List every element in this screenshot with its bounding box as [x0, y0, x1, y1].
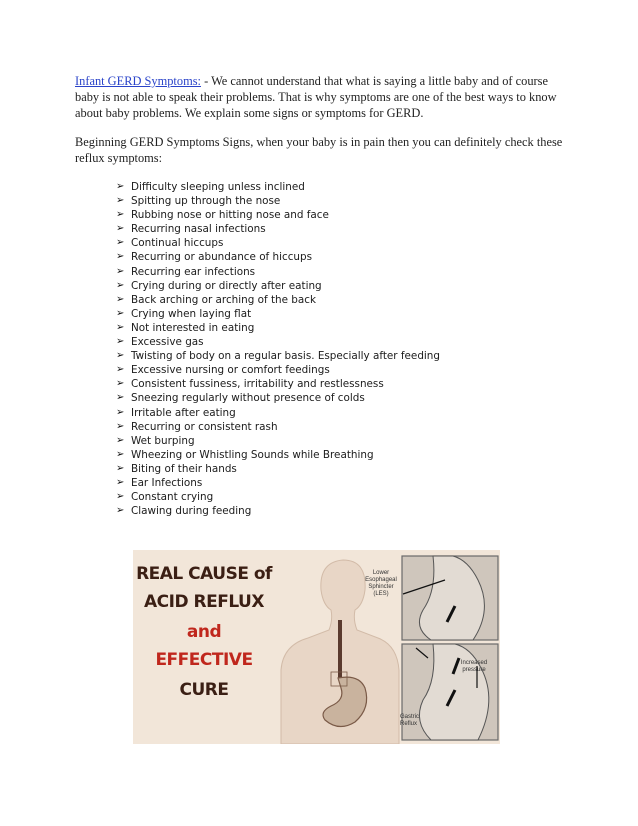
bullet-arrow-icon: ➢: [116, 364, 125, 376]
bullet-arrow-icon: ➢: [116, 251, 125, 263]
les-label-line: (LES): [373, 591, 389, 597]
bullet-arrow-icon: ➢: [116, 505, 125, 517]
bullet-arrow-icon: ➢: [116, 491, 125, 503]
symptom-item: [116, 504, 565, 518]
symptom-item: [116, 265, 565, 279]
symptom-list: [75, 180, 565, 518]
symptom-text: Rubbing nose or hitting nose and face: [131, 209, 329, 222]
bullet-arrow-icon: ➢: [116, 307, 125, 319]
symptom-text: Consistent fussiness, irritability and restlessness: [131, 378, 384, 391]
symptom-text: Not interested in eating: [131, 321, 255, 334]
symptom-text: Ear Infections: [131, 476, 203, 489]
bullet-arrow-icon: ➢: [116, 237, 125, 249]
bullet-arrow-icon: ➢: [116, 476, 125, 488]
les-label-line: Lower: [372, 570, 390, 576]
symptom-item: [116, 335, 565, 349]
symptom-text: Recurring nasal infections: [131, 223, 266, 236]
bullet-arrow-icon: ➢: [116, 321, 125, 333]
symptom-item: [116, 420, 565, 434]
bullet-arrow-icon: ➢: [116, 420, 125, 432]
symptom-text: Irritable after eating: [131, 406, 236, 419]
symptom-text: Recurring ear infections: [131, 265, 256, 278]
symptom-item: [116, 349, 565, 363]
figure-title-line-2: ACID REFLUX: [144, 592, 264, 612]
symptom-item: [116, 448, 565, 462]
bullet-arrow-icon: ➢: [116, 209, 125, 221]
symptom-text: Crying when laying flat: [131, 307, 252, 320]
les-label-line: Esophageal: [365, 577, 397, 583]
intro-paragraph: [75, 73, 565, 121]
symptom-text: Clawing during feeding: [131, 505, 252, 518]
bullet-arrow-icon: ➢: [116, 462, 125, 474]
gastric-reflux-label: [400, 714, 430, 728]
symptom-item: [116, 250, 565, 264]
bullet-arrow-icon: ➢: [116, 448, 125, 460]
symptom-item: [116, 279, 565, 293]
symptom-text: Difficulty sleeping unless inclined: [131, 181, 305, 193]
figure-title-line-3: and: [186, 622, 222, 642]
gastric-label-line: Gastric: [400, 714, 420, 720]
intro-text: - We cannot understand that what is saying a little baby and of course baby is not able to speak their problems. That is why symptoms are one of the best ways to know about baby problems. We explain some signs or symptoms for GERD.: [75, 74, 557, 120]
symptom-text: Sneezing regularly without presence of colds: [131, 392, 365, 405]
acid-reflux-figure: [133, 550, 500, 744]
bullet-arrow-icon: ➢: [116, 181, 125, 192]
symptom-item: [116, 222, 565, 236]
symptom-item: [116, 391, 565, 405]
symptom-item: [116, 208, 565, 222]
symptom-item: [116, 236, 565, 250]
symptom-text: Wet burping: [131, 434, 195, 447]
symptom-text: Continual hiccups: [131, 237, 224, 250]
symptom-item: [116, 363, 565, 377]
symptom-item: [116, 180, 565, 194]
symptom-item: [116, 293, 565, 307]
increased-pressure-label: [452, 660, 496, 674]
symptom-item: [116, 490, 565, 504]
bullet-arrow-icon: ➢: [116, 378, 125, 390]
symptom-text: Back arching or arching of the back: [131, 293, 316, 306]
lead-in-paragraph: Beginning GERD Symptoms Signs, when your baby is in pain then you can definitely check these reflux symptoms:: [75, 135, 563, 165]
symptom-text: Recurring or abundance of hiccups: [131, 251, 313, 264]
symptom-item: [116, 307, 565, 321]
symptom-text: Crying during or directly after eating: [131, 279, 322, 292]
bullet-arrow-icon: ➢: [116, 265, 125, 277]
figure-title-line-5: CURE: [179, 680, 229, 700]
symptom-item: [116, 476, 565, 490]
bullet-arrow-icon: ➢: [116, 223, 125, 235]
bullet-arrow-icon: ➢: [116, 434, 125, 446]
symptom-text: Biting of their hands: [131, 462, 237, 475]
figure-title-line-4: EFFECTIVE: [155, 650, 253, 670]
symptom-text: Excessive gas: [131, 336, 204, 349]
symptom-text: Excessive nursing or comfort feedings: [131, 364, 330, 377]
bullet-arrow-icon: ➢: [116, 350, 125, 362]
les-label: [359, 570, 403, 598]
pressure-label-line: pressure: [462, 667, 486, 673]
bullet-arrow-icon: ➢: [116, 392, 125, 404]
symptom-text: Recurring or consistent rash: [131, 420, 278, 433]
symptom-text: Wheezing or Whistling Sounds while Breathing: [131, 448, 374, 461]
symptom-text: Spitting up through the nose: [131, 195, 281, 208]
symptom-item: [116, 321, 565, 335]
symptom-item: [116, 377, 565, 391]
symptom-item: [116, 194, 565, 208]
bullet-arrow-icon: ➢: [116, 279, 125, 291]
gastric-label-line: Reflux: [400, 721, 418, 727]
pressure-label-line: Increased: [460, 660, 488, 666]
symptom-text: Twisting of body on a regular basis. Especially after feeding: [131, 350, 440, 363]
intro-link[interactable]: Infant GERD Symptoms:: [75, 74, 201, 88]
bullet-arrow-icon: ➢: [116, 195, 125, 207]
document-body: [75, 73, 565, 518]
symptom-text: Constant crying: [131, 491, 214, 504]
bullet-arrow-icon: ➢: [116, 406, 125, 418]
symptom-item: [116, 434, 565, 448]
bullet-arrow-icon: ➢: [116, 336, 125, 348]
symptom-item: [116, 462, 565, 476]
symptom-item: [116, 406, 565, 420]
figure-title-line-1: REAL CAUSE of: [136, 564, 272, 584]
bullet-arrow-icon: ➢: [116, 293, 125, 305]
les-label-line: Sphincter: [368, 584, 394, 590]
